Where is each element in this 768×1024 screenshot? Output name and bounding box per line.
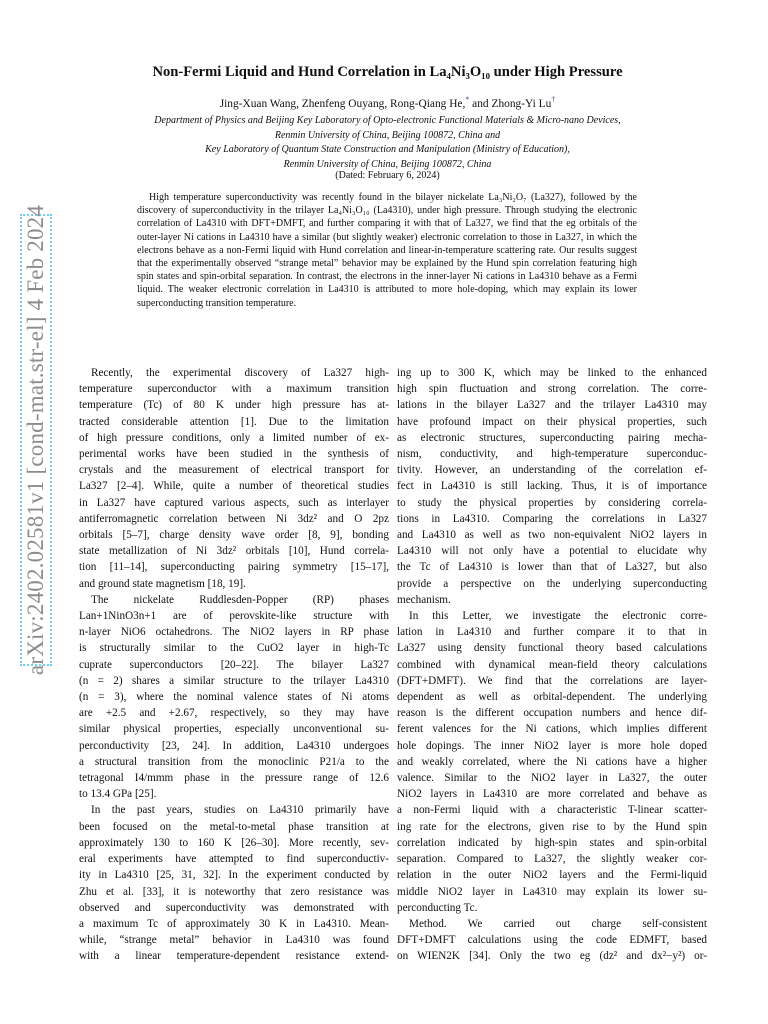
text-line: the Tc of La4310 is lower than that of La327, but also [397,561,707,574]
text-line: relation in the outer NiO2 layers and the Fermi-liquid [397,869,707,882]
text-line: lation in La4310 and further compare it to that in [397,626,707,639]
text-line: lations in the bilayer La327 and the trilayer La4310 may [397,399,707,412]
date-line: (Dated: February 6, 2024) [335,170,440,181]
body-column-right [397,365,707,965]
text-line: temperature superconductor with a maximum transition [79,383,389,396]
abstract: High temperature superconductivity was recently found in the bilayer nickelate La₃Ni₂O₇ (La327), followed by the discovery of superconductivity in the trilayer La₄Ni₃O₁₀ (La4310), under high pressure. Through studying the electronic correlation of La4310 with DFT+DMFT, and further comparing it with that of La327, we find that the eg orbitals of the outer-layer Ni cations in La4310 have a similar (but slightly weaker) electronic correlation to those in La327, in which the electrons behave as a non-Fermi liquid with Hund correlation and linear-in-temperature scattering rate. Our results suggest that the experimentally observed “strange metal” behavior may be explained by the Hund spin correlation featuring high spin states and spin-orbital separation. In contrast, the electrons in the inner-layer Ni cations in La4310 behave as a Fermi liquid. The weaker electronic correlation in La4310 is attributed to more hole-doping, which may explain its lower superconducting transition temperature. [137,192,637,309]
text-line: cuprate superconductors [20–22]. The bilayer La327 [79,658,389,671]
text-line: approximately 130 to 160 K [26–30]. More recently, sev- [79,836,389,849]
text-line: perconductivity [23, 24]. In addition, La4310 undergoes [79,739,389,752]
affiliation-line: Department of Physics and Beijing Key Laboratory of Opto-electronic Functional Materials & Micro-nano Devices, [154,115,621,126]
text-line: a structural transition from the monoclinic P21/a to the [79,755,389,768]
text-line: La327 [2–4]. While, quite a number of theoretical studies [79,480,389,493]
text-line: fect in La4310 is still lacking. Thus, it is of importance [397,480,707,493]
text-line: (n = 2) shares a similar structure to the trilayer La4310 [79,674,389,687]
text-line: observed and superconductivity was demonstrated with [79,901,389,914]
text-line: and La4310 as well as two non-equivalent NiO2 layers in [397,529,707,542]
text-line: separation. Compared to La327, the slightly weaker cor- [397,853,707,866]
text-line: antiferromagnetic correlation between Ni 3dz² and O 2pz [79,512,389,525]
paper-title: Non-Fermi Liquid and Hund Correlation in La₄Ni₃O₁₀ under High Pressure [152,64,623,80]
text-line: valence. Similar to the NiO2 layer in La327, the outer [397,772,707,785]
text-line: of high pressure conditions, only a limited number of ex- [79,431,389,444]
author-name: Zhenfeng Ouyang, [301,98,391,110]
text-line: state metallization of Ni 3dz² orbitals [10], Hund correla- [79,545,389,558]
text-line: perimental works have been studied in the synthesis of [79,448,389,461]
author-footnote-mark[interactable]: † [551,95,556,105]
affiliation-line: Renmin University of China, Beijing 100872, China and [274,129,501,141]
author-footnote-mark[interactable]: * [465,95,470,105]
text-line: been focused on the metal-to-metal phase transition at [79,820,389,833]
text-line: ing rate for the electrons, given rise to by the Hund spin [397,820,707,833]
text-line: tracted considerable attention [1]. Due to the limitation [79,415,389,428]
text-line: Recently, the experimental discovery of La327 high- [91,367,389,379]
affiliation-line: Renmin University of China, Beijing 100872, China [283,158,492,170]
text-line: ity in La4310 [25, 31, 32]. In the experiment conducted by [79,869,389,882]
author-name: Zhong-Yi Lu [491,98,552,110]
text-line: and ground state magnetism [18, 19]. [79,577,246,590]
text-line: a non-Fermi liquid with a characteristic T-linear scatter- [397,804,707,817]
text-line: to 13.4 GPa [25]. [79,788,157,801]
text-line: as electronic structures, superconducting pairing mecha- [397,431,707,444]
text-line: In the past years, studies on La4310 primarily have [91,804,389,817]
text-line: and weakly correlated, where the Ni cations have a higher [397,755,707,768]
text-line: The nickelate Ruddlesden-Popper (RP) phases [91,593,389,606]
text-line: tions in La4310. Comparing the correlations in La327 [397,512,707,525]
text-line: are +2.5 and +2.67, respectively, so they may have [79,707,389,720]
text-line: (DFT+DMFT). We find that the correlations are layer- [397,674,707,687]
text-line: tetragonal I4/mmm phase in the pressure range of 12.6 [79,772,389,785]
text-line: have profound impact on their physical properties, such [397,415,707,428]
text-line: tion [11–14], superconducting pairing symmetry [15–17], [79,561,389,574]
text-line: while, “strange metal” behavior in La4310 was found [79,934,389,947]
text-line: perconducting Tc. [397,901,478,914]
text-line: dependent as well as orbital-dependent. The underlying [397,691,707,704]
text-line: on WIEN2K [34]. Only the two eg (dz² and dx²−y²) or- [397,950,707,963]
arxiv-identifier-text: arXiv:2402.02581v1 [cond-mat.str-el] 4 Feb 2024 [23,204,48,676]
author-conjunction: and [469,98,492,110]
text-line: with a linear temperature-dependent resistance extend- [79,950,389,963]
text-line: to study the physical properties by considering correla- [397,496,707,509]
text-line: crystals and the measurement of electrical transport for [79,464,389,477]
text-line: La327 using density functional theory based calculations [397,642,707,655]
text-line: DFT+DMFT calculations using the code EDMFT, based [397,934,707,947]
text-line: nism, conductivity, and high-temperature superconduc- [397,448,707,461]
text-line: is structurally similar to the CuO2 layer in high-Tc [79,642,389,655]
text-line: eral experiments have attempted to find superconductiv- [79,853,389,866]
arxiv-identifier-stamp [20,204,52,676]
text-line: a maximum Tc of approximately 30 K in La4310. Mean- [79,917,389,930]
text-line: (n = 3), where the nominal valence states of Ni atoms [79,691,389,704]
text-line: mechanism. [397,593,451,606]
text-line: temperature (Tc) of 80 K under high pressure has at- [79,399,389,412]
affiliations [80,114,695,172]
text-line: Zhu et al. [33], it is noteworthy that zero resistance was [79,885,389,898]
affiliation-line: Key Laboratory of Quantum State Construction and Manipulation (Ministry of Education), [205,144,570,155]
text-line: reason is the different occupation numbers and hence dif- [397,707,707,720]
text-line: ferent valences for the Ni cations, which implies different [397,723,707,736]
text-line: La4310 will not only have a potential to elucidate why [397,545,707,558]
body-column-left [79,365,389,965]
text-line: Method. We carried out charge self-consistent [409,917,707,930]
text-line: high spin fluctuation and strong correlation. The corre- [397,383,707,396]
text-line: orbitals [5–7], charge density wave order [8, 9], bonding [79,529,389,542]
text-line: combined with dynamical mean-field theory calculations [397,658,707,671]
author-name: Jing-Xuan Wang, [219,98,302,110]
text-line: correlation indicated by high-spin states and spin-orbital [397,836,707,849]
author-list [80,95,695,110]
text-line: In this Letter, we investigate the electronic corre- [409,610,707,623]
text-line: in La327 have captured various aspects, such as interlayer [79,496,389,509]
text-line: tivity. However, an understanding of the correlation ef- [397,464,707,477]
text-line: Lan+1NinO3n+1 are of perovskite-like structure with [79,610,389,623]
author-name: Rong-Qiang He, [390,98,466,110]
text-line: similar physical properties, especially unconventional su- [79,723,389,736]
text-line: provide a perspective on the underlying superconducting [397,577,707,590]
text-line: NiO2 layers in La4310 are more correlated and behave as [397,788,707,801]
text-line: n-layer NiO6 octahedrons. The NiO2 layers in RP phase [79,626,389,639]
text-line: hole dopings. The inner NiO2 layer is more hole doped [397,739,707,752]
text-line: ing up to 300 K, which may be linked to the enhanced [397,367,707,379]
text-line: middle NiO2 layer in La4310 may explain its lower su- [397,885,707,898]
